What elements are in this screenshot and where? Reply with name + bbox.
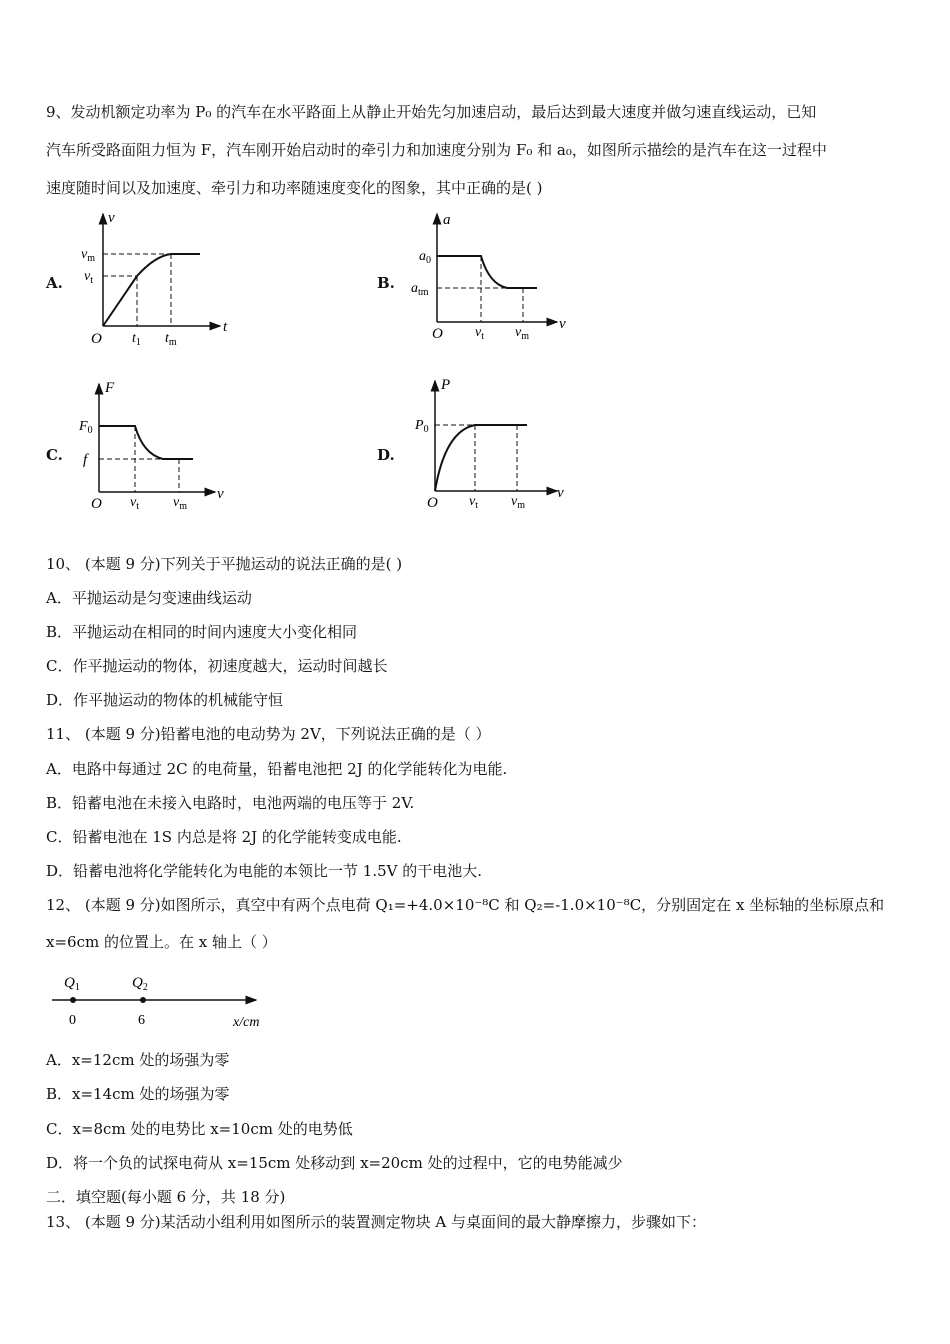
q9-line-1: 9、发动机额定功率为 P₀ 的汽车在水平路面上从静止开始先匀加速启动，最后达到最大速度并做匀速直线运动，已知 [46,103,817,121]
q10-option-b: B．平抛运动在相同的时间内速度大小变化相同 [46,623,358,641]
q13-stem: 13、 (本题 9 分)某活动小组利用如图所示的装置测定物块 A 与桌面间的最大静摩擦力，步骤如下： [46,1213,707,1231]
graph-b [407,208,577,348]
q11-option-d: D．铅蓄电池将化学能转化为电能的本领比一节 1.5V 的干电池大. [46,862,483,880]
q10-option-d: D．作平抛运动的物体的机械能守恒 [46,691,284,709]
graph-d [407,375,577,515]
charge-q1-dot [70,997,76,1003]
svg-text:0: 0 [69,1013,76,1028]
svg-text:x/cm: x/cm [233,1015,260,1030]
svg-text:vm: $v_m$ [173,495,187,512]
q12-option-a: A．x=12cm 处的场强为零 [46,1051,230,1069]
q11-option-c: C．铅蓄电池在 1S 内总是将 2J 的化学能转变成电能. [46,828,402,846]
q12-axis-figure [46,968,286,1034]
svg-text:vm: $v_m$ [81,247,95,264]
q12-stem-line-2: x=6cm 的位置上。在 x 轴上（ ） [46,933,277,951]
section-fill-in-heading: 二．填空题(每小题 6 分，共 18 分) [46,1188,286,1206]
q9-line-3: 速度随时间以及加速度、牵引力和功率随速度变化的图象，其中正确的是( ) [46,179,543,197]
q10-stem: 10、 (本题 9 分)下列关于平抛运动的说法正确的是( ) [46,555,403,573]
svg-text:vt: $v_t$ [475,325,484,342]
charge-q2-dot [140,997,146,1003]
svg-text:v: v [217,486,224,502]
q11-option-b: B．铅蓄电池在未接入电路时，电池两端的电压等于 2V. [46,794,415,812]
svg-text:vt: $v_t$ [84,269,93,286]
option-c-label: C. [46,446,63,464]
svg-text:tm: $t_m$ [165,331,177,348]
svg-text:vt: $v_t$ [469,494,478,511]
svg-text:P: P [441,377,451,393]
svg-text:Q2: $Q_2$ [132,975,148,993]
svg-text:O: O [91,496,102,512]
svg-text:vt: $v_t$ [130,495,139,512]
svg-text:O: O [427,495,438,511]
svg-text:a: a [443,212,451,228]
svg-text:6: 6 [138,1013,145,1028]
q12-stem-line-1: 12、 (本题 9 分)如图所示，真空中有两个点电荷 Q₁=+4.0×10⁻⁸C 和 Q₂=-1.0×10⁻⁸C，分别固定在 x 坐标轴的坐标原点和 [46,896,885,914]
q12-option-b: B．x=14cm 处的场强为零 [46,1085,230,1103]
graph-a-x-label: t [223,319,228,335]
graph-a-y-label: v [108,210,115,226]
q11-stem: 11、 (本题 9 分)铅蓄电池的电动势为 2V，下列说法正确的是（ ） [46,725,491,743]
q10-option-a: A．平抛运动是匀变速曲线运动 [46,589,252,607]
option-a-label: A. [46,274,63,292]
graph-c [75,378,245,518]
svg-text:t1: $t_1$ [132,331,141,348]
svg-text:atm: $a_{tm}$ [411,281,429,298]
q9-line-2: 汽车所受路面阻力恒为 F，汽车刚开始启动时的牵引力和加速度分别为 F₀ 和 a₀，如图所示描绘的是汽车在这一过程中 [46,141,827,159]
graph-a [75,208,245,348]
svg-text:F: F [105,380,115,396]
svg-text:Q1: $Q_1$ [64,975,80,993]
option-b-label: B. [377,274,395,292]
svg-text:v: v [557,485,564,501]
q10-option-c: C．作平抛运动的物体，初速度越大，运动时间越长 [46,657,388,675]
option-d-label: D. [377,446,395,464]
graph-a-origin: O [91,331,102,347]
svg-text:v: v [559,316,566,332]
svg-text:f: f [83,452,88,468]
svg-text:O: O [432,326,443,342]
q12-option-d: D．将一个负的试探电荷从 x=15cm 处移动到 x=20cm 处的过程中，它的电势能减少 [46,1154,623,1172]
q12-option-c: C．x=8cm 处的电势比 x=10cm 处的电势低 [46,1120,353,1138]
svg-text:F0: $F_0$ [79,419,93,436]
svg-text:P0: $P_0$ [415,418,429,435]
svg-text:vm: $v_m$ [515,325,529,342]
svg-text:a0: $a_0$ [419,249,431,266]
svg-text:vm: $v_m$ [511,494,525,511]
q11-option-a: A．电路中每通过 2C 的电荷量，铅蓄电池把 2J 的化学能转化为电能. [46,760,508,778]
